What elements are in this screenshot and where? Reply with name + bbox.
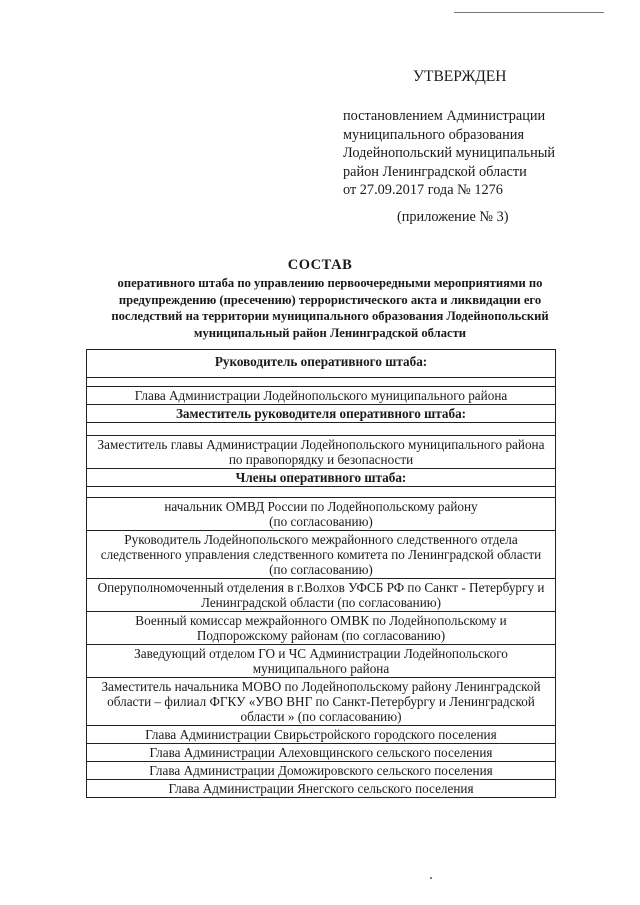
row-line: следственного управления следственного комитета по Ленинградской области bbox=[100, 547, 542, 562]
table-row-member bbox=[87, 579, 555, 612]
row-line: Заместитель начальника МОВО по Лодейнопольскому району Ленинградской bbox=[101, 679, 541, 694]
table-row-member bbox=[87, 744, 555, 762]
appendix-number: (приложение № 3) bbox=[397, 209, 509, 225]
table-row-member bbox=[87, 780, 555, 797]
table-row-member bbox=[87, 678, 555, 726]
row-line: начальник ОМВД России по Лодейнопольскому району bbox=[164, 499, 478, 514]
table-row-member bbox=[87, 531, 555, 579]
row-line: Глава Администрации Янегского сельского поселения bbox=[168, 781, 474, 796]
table-row-member bbox=[87, 645, 555, 678]
scan-artifact-line bbox=[454, 12, 604, 13]
row-line: (по согласованию) bbox=[269, 514, 373, 529]
row-line: Военный комиссар межрайонного ОМВК по Лодейнопольскому и bbox=[135, 613, 507, 628]
section-heading-leader: Руководитель оперативного штаба: bbox=[87, 350, 555, 378]
decree-date-number: от 27.09.2017 года № 1276 bbox=[343, 182, 503, 198]
document-title: СОСТАВ bbox=[287, 257, 353, 273]
table-row-member bbox=[87, 498, 555, 531]
table-row-deputy bbox=[87, 436, 555, 469]
row-line: области – филиал ФГКУ «УВО ВНГ по Санкт-Петербургу и Ленинградской bbox=[107, 694, 535, 709]
table-row-member bbox=[87, 726, 555, 744]
decree-line: Лодейнопольский муниципальный bbox=[343, 145, 556, 161]
row-line: Заведующий отделом ГО и ЧС Администрации Лодейнопольского bbox=[134, 646, 508, 661]
decree-reference bbox=[343, 107, 613, 200]
section-heading-members: Члены оперативного штаба: bbox=[87, 469, 555, 487]
row-line: Глава Администрации Свирьстройского городского поселения bbox=[145, 727, 497, 742]
staff-composition-table bbox=[86, 349, 556, 798]
row-line: Глава Администрации Доможировского сельского поселения bbox=[149, 763, 493, 778]
row-line: муниципального района bbox=[252, 661, 390, 676]
row-line: Заместитель главы Администрации Лодейнопольского муниципального района bbox=[97, 437, 545, 452]
scan-speck bbox=[430, 877, 432, 879]
spacer-row bbox=[87, 378, 555, 387]
row-line: Оперуполномоченный отделения в г.Волхов УФСБ РФ по Санкт - Петербургу и bbox=[97, 580, 545, 595]
subtitle-line: последствий на территории муниципального образования Лодейнопольский bbox=[111, 309, 549, 323]
subtitle-line: муниципальный район Ленинградской области bbox=[193, 325, 467, 340]
row-line: Ленинградской области (по согласованию) bbox=[200, 595, 442, 610]
subtitle-line: предупреждению (пресечению) террористического акта и ликвидации его bbox=[118, 292, 542, 307]
decree-line: район Ленинградской области bbox=[343, 163, 527, 180]
table-row-member bbox=[87, 762, 555, 780]
section-heading-deputy: Заместитель руководителя оперативного штаба: bbox=[87, 405, 555, 423]
spacer-row bbox=[87, 423, 555, 436]
subtitle-line: оперативного штаба по управлению первоочередными мероприятиями по bbox=[117, 276, 543, 290]
decree-line: муниципального образования bbox=[343, 126, 525, 143]
row-line: по правопорядку и безопасности bbox=[228, 452, 414, 467]
row-line: Подпорожскому районам (по согласованию) bbox=[196, 628, 446, 643]
document-subtitle bbox=[90, 275, 570, 341]
row-line: Глава Администрации Лодейнопольского муниципального района bbox=[134, 388, 508, 403]
approved-stamp: УТВЕРЖДЕН bbox=[413, 68, 507, 85]
row-line: Руководитель Лодейнопольского межрайонного следственного отдела bbox=[124, 532, 518, 547]
decree-line: постановлением Администрации bbox=[343, 108, 546, 124]
row-line: области » (по согласованию) bbox=[240, 709, 402, 724]
row-line: (по согласованию) bbox=[269, 562, 373, 577]
table-row-leader bbox=[87, 387, 555, 405]
spacer-row bbox=[87, 487, 555, 498]
row-line: Глава Администрации Алеховщинского сельского поселения bbox=[149, 745, 493, 760]
table-row-member bbox=[87, 612, 555, 645]
